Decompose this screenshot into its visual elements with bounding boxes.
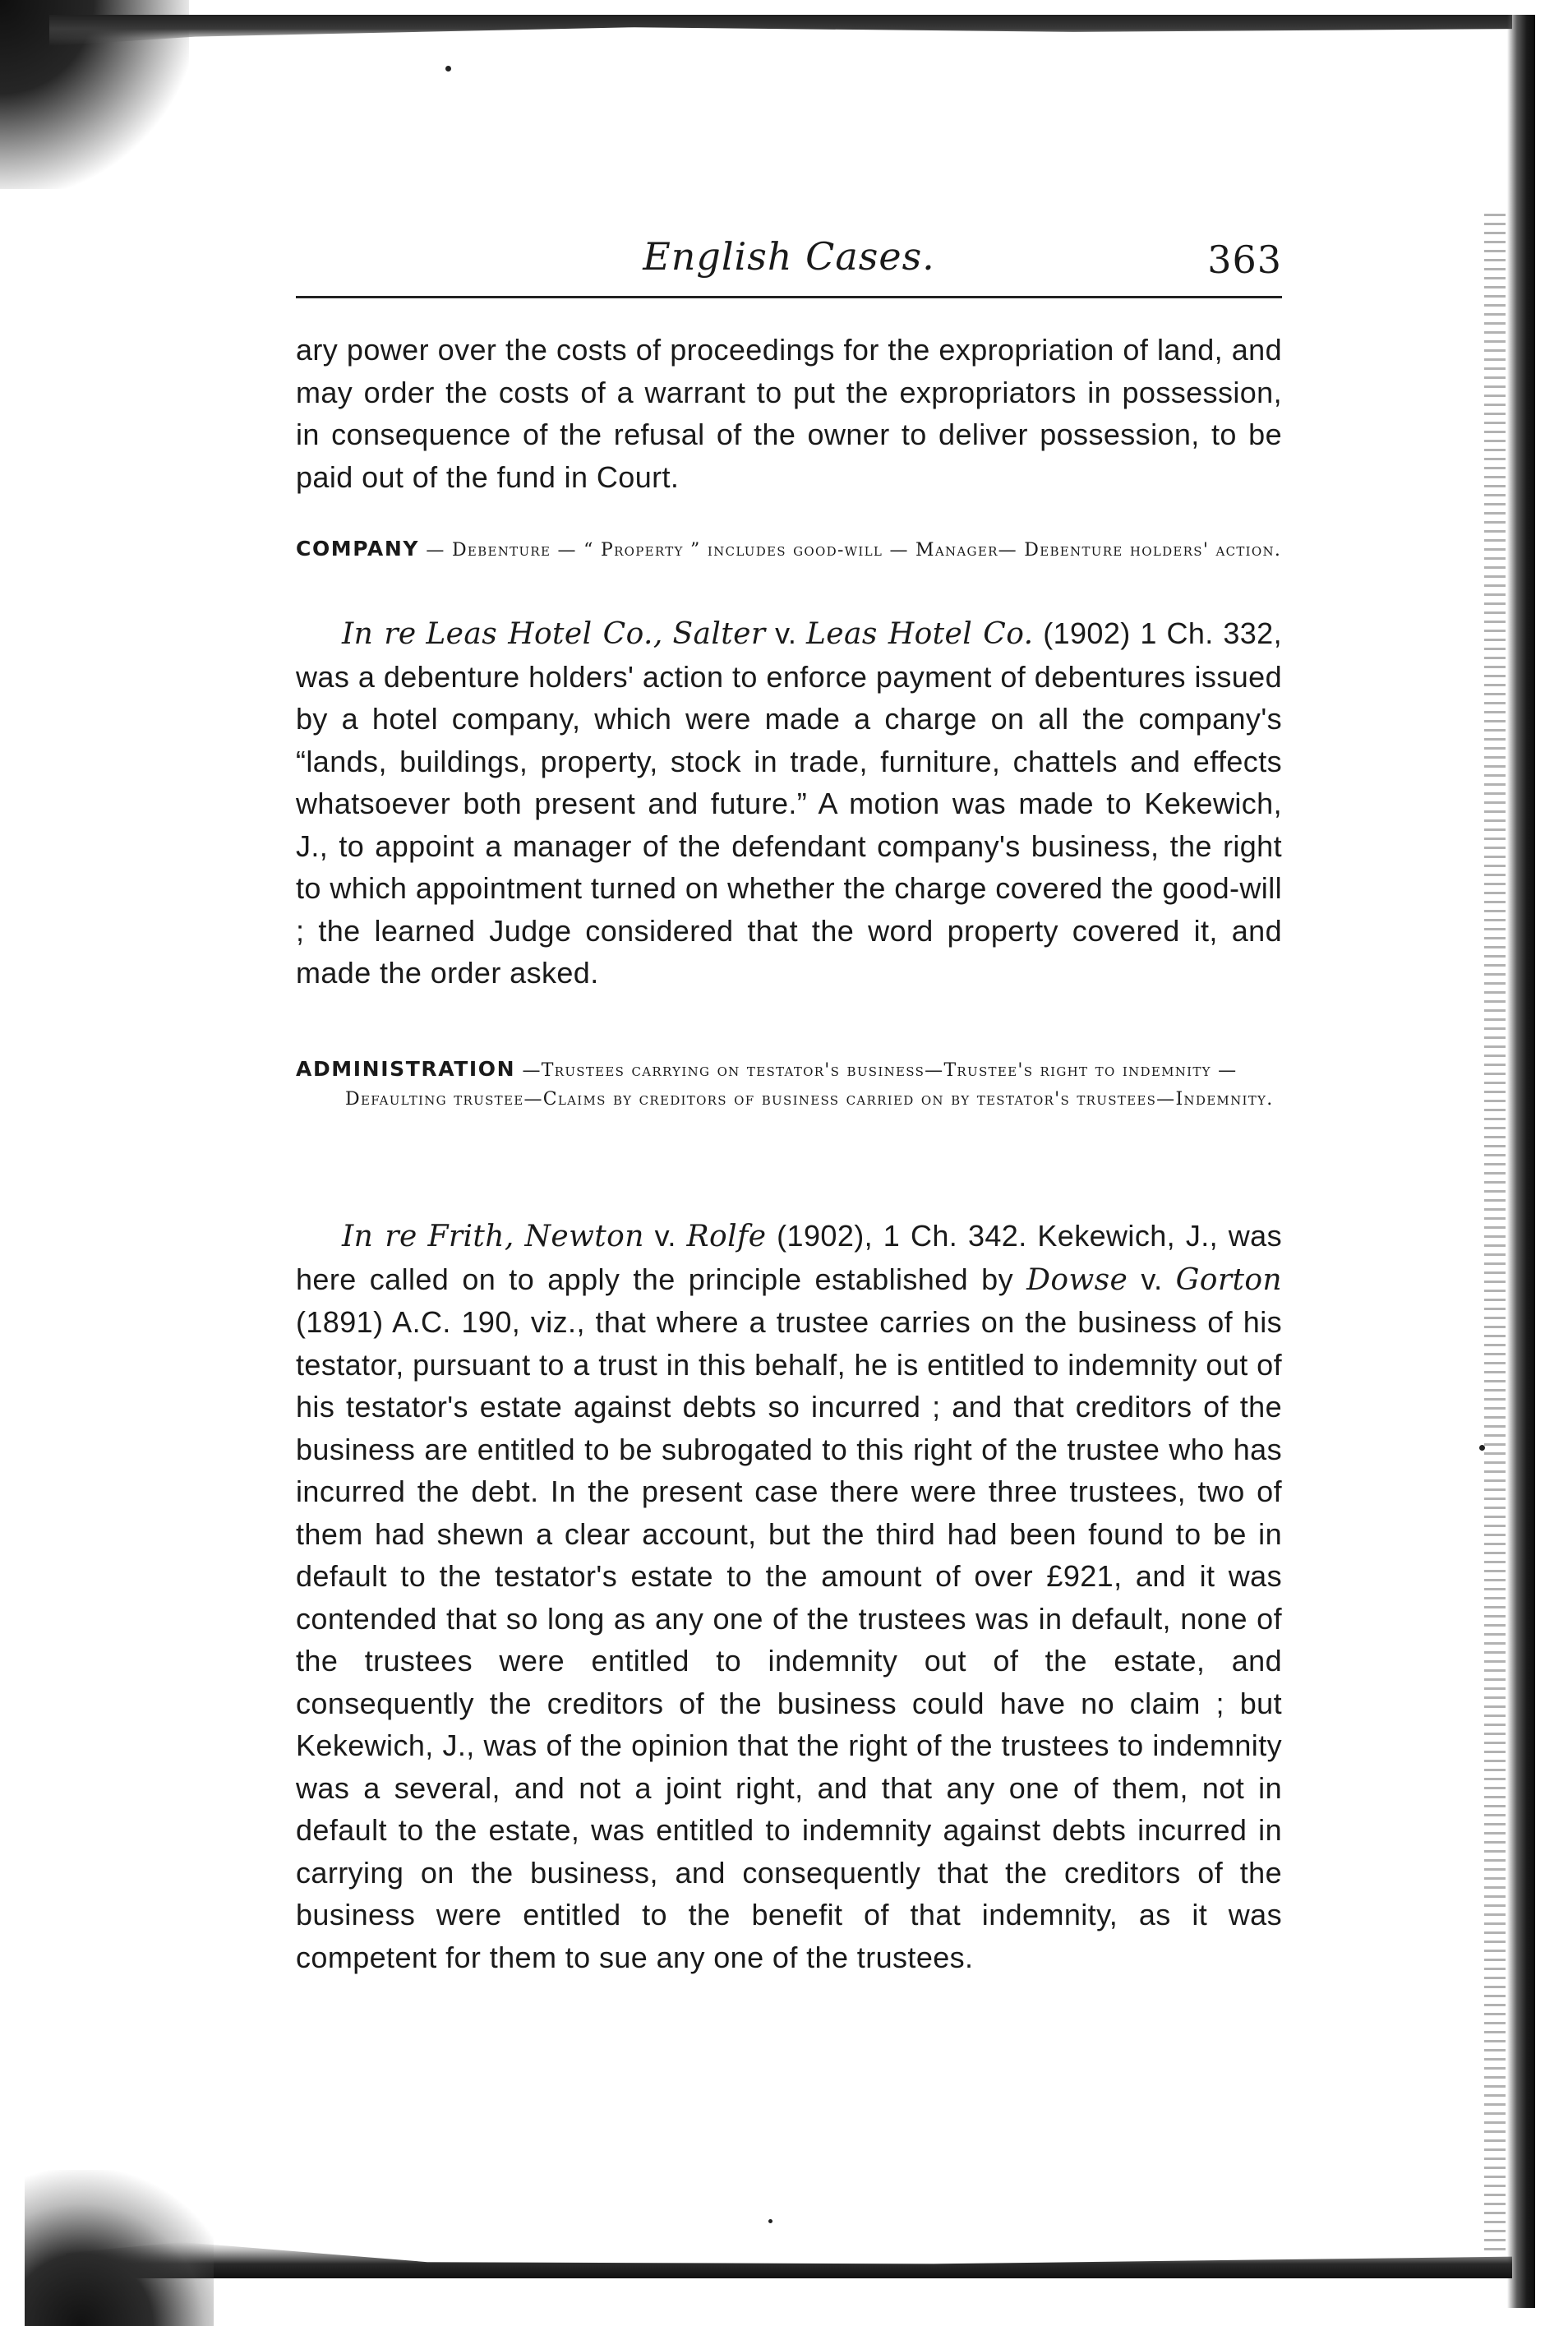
case-body-text: (1891) A.C. 190, viz., that where a trustee carries on the business of his testator, pursuant to a trust in this behalf, he is entitled to indemnity out of his testator's estate against debts so incurred ; and that creditors of the business are entitled to be subrogated to this right of the trustee who has incurred the debt. In the present case there were three trustees, two of them had shewn a clear account, but the third had been found to be in default to the testator's estate to the amount of over £921, and it was contended that so long as any one of the trustees was in default, none of the trustees were entitled to indemnity out of the estate, and consequently the creditors of the business could have no claim ; but Kekewich, J., was of the opinion that the right of the trustees to indemnity was a several, and not a joint right, and that any one of them, not in default to the estate, was entitled to indemnity against debts incurred in carrying on the business, and consequently that the creditors of the business were entitled to the benefit of that indemnity, as it was competent for them to sue any one of the trustees.	[296, 1305, 1282, 1974]
citation-in-re: In re	[342, 617, 417, 651]
header-rule	[296, 296, 1282, 298]
case-paragraph-company	[296, 612, 1282, 995]
case-heading-company	[296, 534, 1282, 565]
citation-party: Leas Hotel Co.	[805, 617, 1034, 651]
heading-subject: —Trustees carrying on testator's business—Trustee's right to indemnity — Defaulting trustee—Claims by creditors of business carried on by testator's trustees—Indemnity.	[345, 1060, 1274, 1110]
paragraph-continued: ary power over the costs of proceedings for the expropriation of land, and may order the costs of a warrant to put the expropriators in possession, in consequence of the refusal of the owner to deliver possession, to be paid out of the fund in Court.	[296, 333, 1282, 494]
scan-speck	[768, 2219, 772, 2223]
cited-case-party: Dowse	[1026, 1262, 1128, 1297]
citation-versus: v.	[643, 1219, 687, 1253]
heading-keyword: COMPANY	[296, 537, 420, 561]
cited-case-party: Gorton	[1175, 1262, 1282, 1297]
citation-reference: (1902) 1 Ch. 332,	[1033, 616, 1283, 650]
citation-versus: v.	[765, 616, 806, 650]
case-paragraph-administration	[296, 1215, 1282, 1978]
scan-edge-top	[49, 15, 1512, 46]
scan-edge-right	[1507, 15, 1535, 2308]
citation-party: Leas Hotel Co.,	[426, 617, 663, 651]
heading-keyword: ADMINISTRATION	[296, 1057, 516, 1081]
citation-party: Frith,	[427, 1220, 514, 1253]
heading-subject: — Debenture — “ Property ” includes good-will — Manager— Debenture holders' action.	[419, 540, 1282, 561]
case-body-text: Kekewich, J., was here called on to apply the principle established by	[296, 1219, 1282, 1296]
case-body-text: was a debenture holders' action to enforce payment of debentures issued by a hotel company, which were made a charge on all the company's “lands, buildings, property, stock in trade, furniture, chattels and effects whatsoever both present and future.” A motion was made to Kekewich, J., to appoint a manager of the defendant company's business, the right to which appointment turned on whether the charge covered the good-will ; the learned Judge considered that the word property covered it, and made the order asked.	[296, 659, 1282, 990]
citation-in-re: In re	[342, 1220, 417, 1253]
scan-edge-bottom	[66, 2242, 1512, 2278]
citation-party: Salter	[672, 617, 766, 651]
scan-speck	[445, 66, 451, 72]
citation-party: Newton	[524, 1220, 644, 1253]
citation-reference: (1902), 1 Ch. 342.	[766, 1219, 1027, 1253]
case-heading-administration	[296, 1055, 1282, 1114]
scan-speck	[1479, 1445, 1485, 1451]
running-head-title: English Cases.	[643, 234, 935, 279]
citation-versus: v.	[1128, 1262, 1176, 1296]
page-number: 363	[1207, 238, 1282, 282]
scan-noise-right	[1484, 214, 1506, 2252]
scan-shadow-bottom-left	[25, 2170, 214, 2326]
running-head	[296, 232, 1282, 289]
citation-party: Rolfe	[686, 1220, 767, 1253]
